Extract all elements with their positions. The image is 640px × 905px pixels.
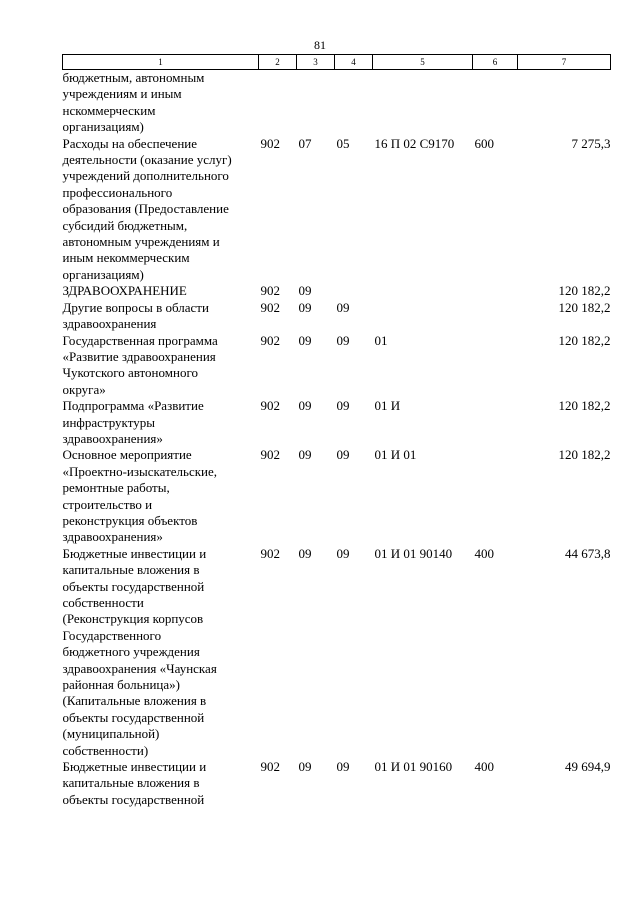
description-line: здравоохранения»	[62, 430, 163, 446]
description-line: бюджетного учреждения	[62, 644, 200, 660]
target-article-code: 01	[374, 332, 388, 348]
header-col-6: 6	[473, 55, 518, 70]
target-article-code	[373, 70, 473, 136]
section-code: 09	[298, 283, 312, 299]
table-row	[63, 447, 611, 545]
admin-code: 902	[260, 332, 280, 348]
description-line: (Капитальные вложения в	[62, 693, 207, 709]
subsection-code: 09	[336, 759, 350, 775]
row-description	[63, 398, 259, 447]
description-line: иным некоммерческим	[62, 250, 190, 266]
expense-type-code	[473, 447, 518, 545]
target-article-code: 01 И	[374, 398, 401, 414]
admin-code	[259, 70, 297, 136]
admin-code: 902	[260, 135, 280, 151]
amount: 44 673,8	[565, 545, 611, 561]
description-line: Подпрограмма «Развитие	[62, 398, 204, 414]
description-line: собственности)	[62, 742, 149, 758]
table-row	[63, 300, 611, 333]
admin-code: 902	[260, 759, 280, 775]
description-line: объекты государственной	[62, 578, 205, 594]
expense-type-code: 600	[474, 135, 494, 151]
table-row	[63, 398, 611, 447]
description-line: (Реконструкция корпусов	[62, 611, 204, 627]
subsection-code: 09	[336, 332, 350, 348]
description-line: профессионального	[62, 184, 173, 200]
subsection-code: 09	[336, 545, 350, 561]
description-line: Другие вопросы в области	[62, 299, 209, 315]
description-line: Государственная программа	[62, 332, 218, 348]
description-line: Бюджетные инвестиции и	[62, 759, 207, 775]
description-line: здравоохранения «Чаунская	[62, 660, 217, 676]
description-line: капитальные вложения в	[62, 562, 200, 578]
description-line: учреждениям и иным	[62, 86, 182, 102]
row-description	[63, 759, 259, 808]
section-code: 09	[298, 447, 312, 463]
section-code: 07	[298, 135, 312, 151]
target-article-code: 01 И 01	[374, 447, 417, 463]
admin-code: 902	[260, 299, 280, 315]
expense-type-code	[473, 333, 518, 399]
description-line: Бюджетные инвестиции и	[62, 545, 207, 561]
description-line: строительство и	[62, 496, 153, 512]
section-code	[297, 70, 335, 136]
row-description	[63, 283, 259, 299]
amount: 120 182,2	[558, 447, 611, 463]
description-line: (муниципальной)	[62, 726, 160, 742]
description-line: организациям)	[62, 266, 144, 282]
table-row	[63, 283, 611, 299]
description-line: учреждений дополнительного	[62, 168, 229, 184]
description-line: объекты государственной	[62, 791, 205, 807]
description-line: образования (Предоставление	[62, 201, 229, 217]
subsection-code: 09	[336, 398, 350, 414]
description-line: «Развитие здравоохранения	[62, 348, 216, 364]
description-line: ЗДРАВООХРАНЕНИЕ	[62, 283, 187, 299]
row-description	[63, 333, 259, 399]
table-row	[63, 136, 611, 284]
description-line: Расходы на обеспечение	[62, 135, 198, 151]
description-line: инфраструктуры	[62, 414, 155, 430]
amount: 120 182,2	[558, 299, 611, 315]
header-col-1: 1	[63, 55, 259, 70]
table-row	[63, 70, 611, 136]
admin-code: 902	[260, 447, 280, 463]
row-description	[63, 447, 259, 545]
page-number: 81	[314, 38, 326, 52]
admin-code: 902	[260, 398, 280, 414]
table-row	[63, 333, 611, 399]
budget-table	[62, 54, 611, 808]
description-line: бюджетным, автономным	[62, 70, 205, 85]
section-code: 09	[298, 759, 312, 775]
admin-code: 902	[260, 545, 280, 561]
expense-type-code: 400	[474, 759, 494, 775]
description-line: реконструкция объектов	[62, 512, 198, 528]
row-description	[63, 546, 259, 759]
expense-type-code	[473, 300, 518, 333]
row-description	[63, 136, 259, 284]
target-article-code: 16 П 02 С9170	[374, 135, 455, 151]
header-col-4: 4	[335, 55, 373, 70]
header-col-5: 5	[373, 55, 473, 70]
description-line: субсидий бюджетным,	[62, 217, 188, 233]
description-line: здравоохранения»	[62, 529, 163, 545]
amount: 120 182,2	[558, 283, 611, 299]
target-article-code: 01 И 01 90160	[374, 759, 453, 775]
description-line: «Проектно-изыскательские,	[62, 463, 218, 479]
description-line: организациям)	[62, 119, 144, 135]
amount: 120 182,2	[558, 332, 611, 348]
expense-type-code	[473, 70, 518, 136]
description-line: здравоохранения	[62, 316, 157, 332]
amount	[518, 70, 611, 136]
description-line: объекты государственной	[62, 709, 205, 725]
amount: 7 275,3	[571, 135, 611, 151]
description-line: автономным учреждениям и	[62, 234, 220, 250]
description-line: районная больница»)	[62, 677, 180, 693]
section-code: 09	[298, 299, 312, 315]
subsection-code: 05	[336, 135, 350, 151]
expense-type-code: 400	[474, 545, 494, 561]
expense-type-code	[473, 283, 518, 299]
section-code: 09	[298, 332, 312, 348]
description-line: Чукотского автономного	[62, 365, 198, 381]
table-row	[63, 546, 611, 759]
expense-type-code	[473, 398, 518, 447]
table-row	[63, 759, 611, 808]
description-line: деятельности (оказание услуг)	[62, 152, 232, 168]
description-line: ремонтные работы,	[62, 480, 170, 496]
description-line: Государственного	[62, 627, 162, 643]
row-description	[63, 300, 259, 333]
description-line: округа»	[62, 381, 106, 397]
section-code: 09	[298, 398, 312, 414]
description-line: капитальные вложения в	[62, 775, 200, 791]
subsection-code: 09	[336, 447, 350, 463]
header-col-2: 2	[259, 55, 297, 70]
subsection-code: 09	[336, 299, 350, 315]
description-line: Основное мероприятие	[62, 447, 192, 463]
column-number-header	[63, 55, 611, 70]
target-article-code: 01 И 01 90140	[374, 545, 453, 561]
section-code: 09	[298, 545, 312, 561]
subsection-code	[335, 70, 373, 136]
amount: 120 182,2	[558, 398, 611, 414]
amount: 49 694,9	[565, 759, 611, 775]
header-col-7: 7	[518, 55, 611, 70]
description-line: нскоммерческим	[62, 102, 156, 118]
subsection-code	[335, 283, 373, 299]
header-col-3: 3	[297, 55, 335, 70]
admin-code: 902	[260, 283, 280, 299]
target-article-code	[373, 283, 473, 299]
row-description	[63, 70, 259, 136]
target-article-code	[373, 300, 473, 333]
description-line: собственности	[62, 595, 144, 610]
